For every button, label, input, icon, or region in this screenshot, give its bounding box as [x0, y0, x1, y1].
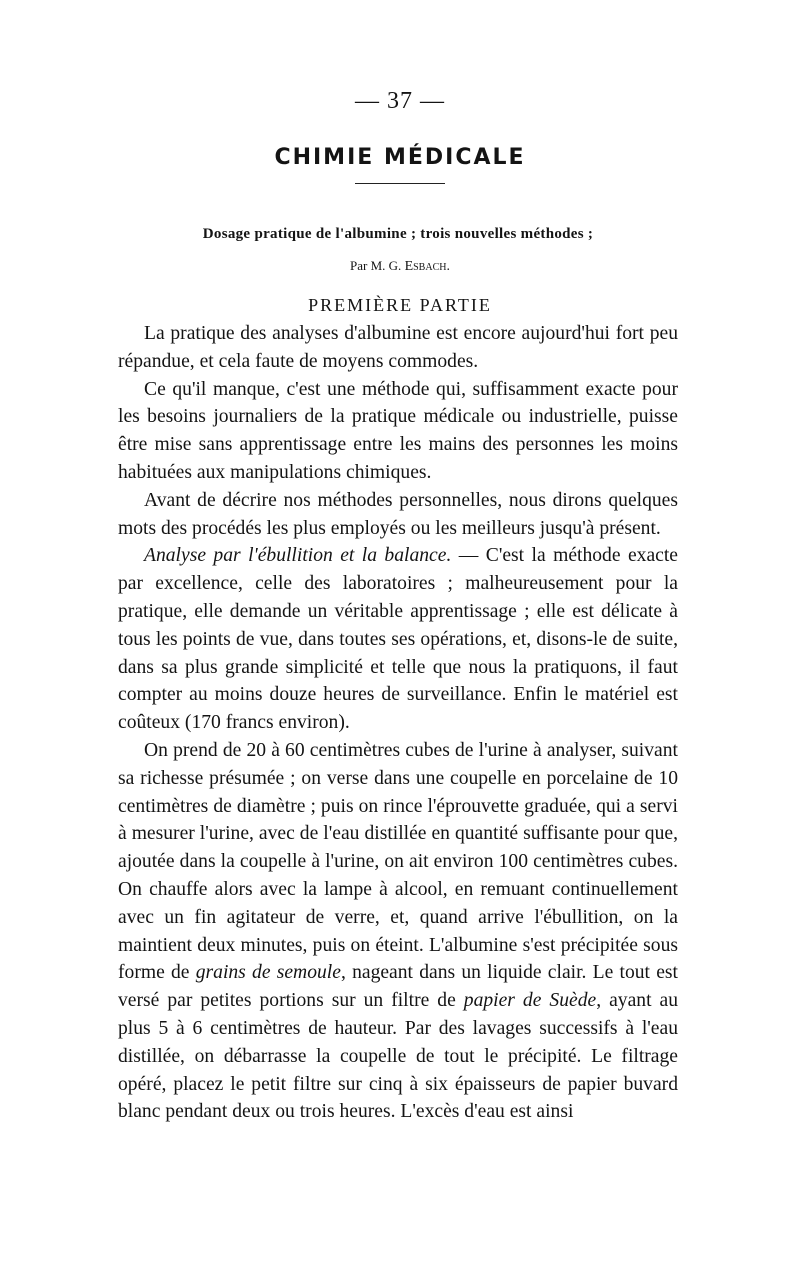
- paragraph-2: Ce qu'il manque, c'est une méthode qui, suffisamment exacte pour les besoins journaliers de la pratique médicale ou industrielle, puisse être mise sans apprentissage entre les mains des personnes les moins habituées aux manipulations chimiques.: [118, 378, 678, 483]
- paragraph-1: La pratique des analyses d'albumine est encore aujourd'hui fort peu répandue, et cela faute de moyens commodes.: [118, 323, 678, 372]
- paragraph-5-text-c: , ayant au plus 5 à 6 centimètres de hauteur. Par des lavages successifs à l'eau distillée, on débarrasse la coupelle de tout le précipité. Le filtrage opéré, placez le petit filtre sur cinq à six épaisseurs de papier buvard blanc pendant deux ou trois heures. L'excès d'eau est ainsi: [118, 990, 679, 1123]
- paragraph-5-term-semoule: grains de semoule: [195, 962, 341, 984]
- heading-rule: [355, 183, 445, 184]
- article-subtitle: Dosage pratique de l'albumine ; trois nouvelles méthodes ;: [202, 226, 594, 242]
- paragraph-4-text: — C'est la méthode exacte par excellence, celle des laboratoires ; malheureusement pour la pratique, elle demande un véritable apprentissage ; elle est délicate à tous les points de vue, dans toutes ses opérations, et, disons-le de suite, dans sa plus grande simplicité et telle que nous la pratiquons, il faut compter au moins douze heures de surveillance. Enfin le matériel est coûteux (170 francs environ).: [118, 545, 678, 734]
- section-heading: CHIMIE MÉDICALE: [274, 145, 526, 170]
- paragraph-5: [118, 737, 678, 1126]
- byline-prefix: Par M. G.: [350, 258, 402, 273]
- paragraph-3: Avant de décrire nos méthodes personnelles, nous dirons quelques mots des procédés les plus employés ou les meilleurs jusqu'à présent.: [118, 489, 678, 539]
- part-title: PREMIÈRE PARTIE: [308, 295, 492, 315]
- paragraph-5-term-papier: papier de Suède: [463, 990, 597, 1012]
- paragraph-5-text-a: On prend de 20 à 60 centimètres cubes de l'urine à analyser, suivant sa richesse présumée ; on verse dans une coupelle en porcelaine de 10 centimètres de diamètre ; puis on rince l'éprouvette graduée, qui a servi à mesurer l'urine, avec de l'eau distillée en quantité suffisante pour que, ajoutée dans la coupelle à l'urine, on ait environ 100 centimètres cubes. On chauffe alors avec la lampe à alcool, en remuant continuellement avec un fin agitateur de verre, et, quand arrive l'ébullition, on la maintient deux minutes, puis on éteint. L'albumine s'est précipitée sous forme de: [118, 739, 678, 984]
- paragraph-5-text-b: , nageant dans un liquide clair. Le tout est versé par petites portions sur un filtre de: [118, 962, 678, 1012]
- paragraph-4-heading: Analyse par l'ébullition et la balance.: [144, 545, 452, 567]
- byline: [0, 258, 800, 275]
- byline-author: Esbach.: [404, 259, 450, 274]
- body-text: [118, 320, 678, 1126]
- page-number: — 37 —: [355, 88, 445, 114]
- paragraph-4: [118, 542, 678, 737]
